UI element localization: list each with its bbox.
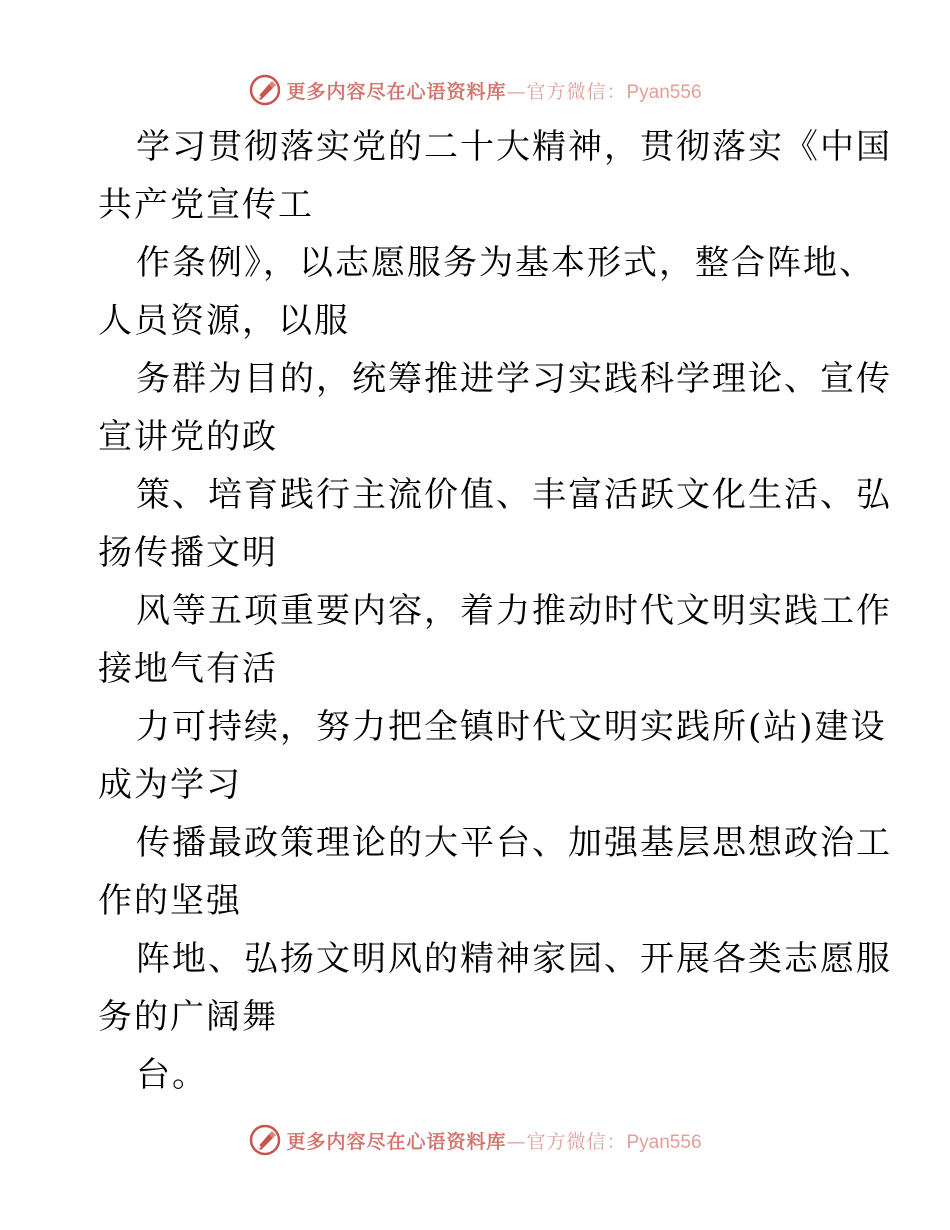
footer-banner-dash: — (506, 1130, 527, 1153)
footer-banner-site-name: 更多内容尽在心语资料库 (286, 1130, 507, 1153)
pen-nib-logo-icon (248, 1123, 282, 1157)
footer-banner (0, 1120, 950, 1160)
body-line: 台。 (136, 1055, 208, 1095)
body-line: 策、培育践行主流价值、丰富活跃文化生活、弘 (136, 475, 892, 515)
pen-nib-logo-icon (248, 73, 282, 107)
footer-banner-text (286, 1127, 701, 1154)
header-banner (0, 70, 950, 110)
body-line: 宣讲党的政 (98, 417, 278, 457)
body-line: 传播最政策理论的大平台、加强基层思想政治工 (136, 823, 892, 863)
body-line: 风等五项重要内容，着力推动时代文明实践工作 (136, 591, 892, 631)
body-line: 务的广阔舞 (98, 997, 278, 1037)
body-line: 作条例》，以志愿服务为基本形式，整合阵地、 (136, 243, 875, 283)
body-line: 作的坚强 (98, 881, 242, 921)
body-line: 成为学习 (98, 765, 242, 805)
body-line: 学习贯彻落实党的二十大精神，贯彻落实《中国 (136, 127, 892, 167)
body-line: 接地气有活 (98, 649, 278, 689)
header-banner-wechat-label: 官方微信： (526, 80, 627, 103)
header-banner-site-name: 更多内容尽在心语资料库 (286, 80, 507, 103)
body-line: 共产党宣传工 (98, 185, 314, 225)
body-line: 务群为目的，统筹推进学习实践科学理论、宣传 (136, 359, 892, 399)
document-body (98, 118, 892, 1104)
body-line: 人员资源，以服 (98, 301, 350, 341)
header-banner-text (286, 77, 701, 104)
footer-banner-wechat-label: 官方微信： (526, 1130, 627, 1153)
body-line: 力可持续，努力把全镇时代文明实践所(站)建设 (136, 707, 887, 747)
footer-banner-wechat-id: Pyan556 (626, 1131, 702, 1153)
body-line: 阵地、弘扬文明风的精神家园、开展各类志愿服 (136, 939, 892, 979)
header-banner-wechat-id: Pyan556 (626, 81, 702, 103)
body-line: 扬传播文明 (98, 533, 278, 573)
header-banner-dash: — (506, 80, 527, 103)
